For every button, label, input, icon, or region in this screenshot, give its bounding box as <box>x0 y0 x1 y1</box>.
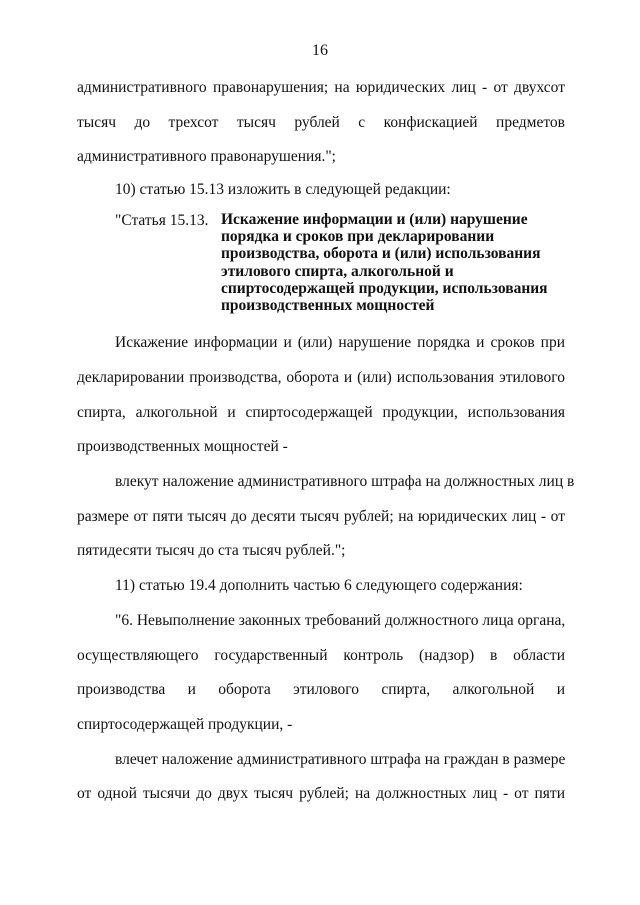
text-line: спирта, алкогольной и спиртосодержащей продукции, использования <box>77 404 565 421</box>
article-title-line: Искажение информации и (или) нарушение <box>221 211 528 228</box>
page-number: 16 <box>312 42 328 59</box>
text-line: пятидесяти тысяч до ста тысяч рублей."; <box>77 542 346 559</box>
text-line: размере от пяти тысяч до десяти тысяч рублей; на юридических лиц - от <box>77 508 565 525</box>
text-line: от одной тысячи до двух тысяч рублей; на должностных лиц - от пяти <box>77 785 565 802</box>
article-title-line: производственных мощностей <box>221 297 435 315</box>
text-line: тысяч до трехсот тысяч рублей с конфискацией предметов <box>77 114 565 131</box>
article-title-line: производства, оборота и (или) использования <box>221 245 541 263</box>
text-line: декларировании производства, оборота и (или) использования этилового <box>77 369 565 386</box>
text-line: "6. Невыполнение законных требований должностного лица органа, <box>115 612 566 629</box>
text-line: административного правонарушения; на юридических лиц - от двухсот <box>77 79 565 96</box>
article-title-line: спиртосодержащей продукции, использования <box>221 279 548 297</box>
text-line: спиртосодержащей продукции, - <box>77 716 293 733</box>
article-title <box>221 211 561 314</box>
article-title-line: порядка и сроков при декларировании <box>221 228 495 246</box>
text-line: административного правонарушения."; <box>77 148 336 165</box>
text-line: производства и оборота этилового спирта, алкогольной и <box>77 681 565 698</box>
text-line: осуществляющего государственный контроль (надзор) в области <box>77 647 565 664</box>
text-line: 10) статью 15.13 изложить в следующей редакции: <box>115 181 451 198</box>
text-line: влечет наложение административного штрафа на граждан в размере <box>115 751 566 768</box>
text-line: производственных мощностей - <box>77 438 288 455</box>
text-line: влекут наложение административного штрафа на должностных лиц в <box>115 473 575 490</box>
text-line: Искажение информации и (или) нарушение порядка и сроков при <box>115 334 565 351</box>
article-number: "Статья 15.13. <box>115 212 209 229</box>
text-line: 11) статью 19.4 дополнить частью 6 следующего содержания: <box>115 577 523 594</box>
article-title-line: этилового спирта, алкогольной и <box>221 262 454 280</box>
